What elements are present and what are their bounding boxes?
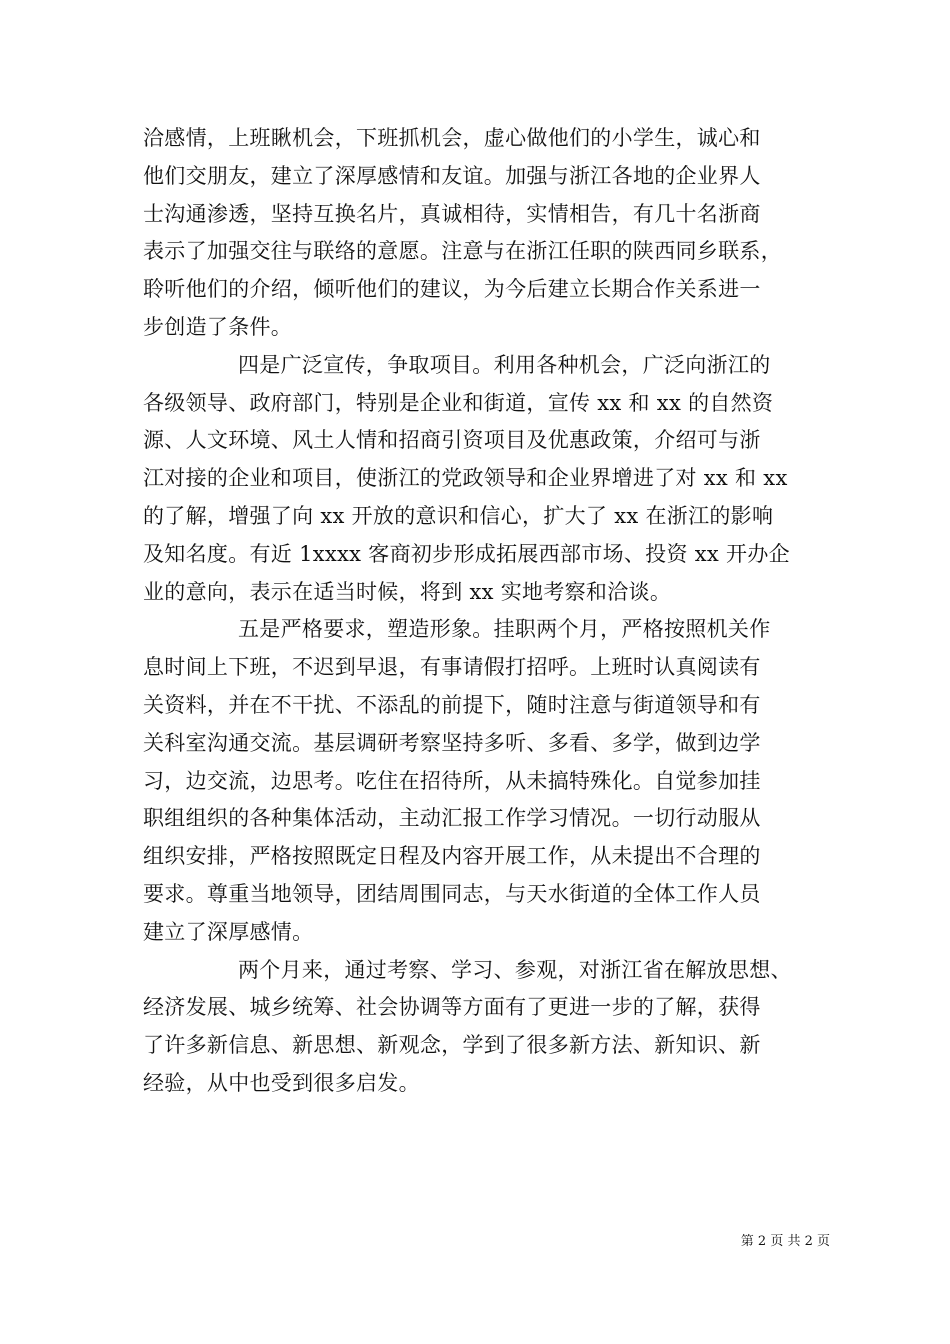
text-line: 习，边交流，边思考。吃住在招待所，从未搞特殊化。自觉参加挂 <box>143 768 761 793</box>
text-line: 两个月来，通过考察、学习、参观，对浙江省在解放思想、 <box>238 957 792 982</box>
paragraph-summary <box>143 952 833 1103</box>
text-line: 了许多新信息、新思想、新观念，学到了很多新方法、新知识、新 <box>143 1033 761 1058</box>
text-line: 经验，从中也受到很多启发。 <box>143 1070 420 1095</box>
text-line: 他们交朋友，建立了深厚感情和友谊。加强与浙江各地的企业界人 <box>143 163 761 188</box>
text-line: 四是广泛宣传，争取项目。利用各种机会，广泛向浙江的 <box>238 352 771 377</box>
text-line: 建立了深厚感情。 <box>143 919 314 944</box>
text-line: 五是严格要求，塑造形象。挂职两个月，严格按照机关作 <box>238 617 771 642</box>
text-line: 经济发展、城乡统筹、社会协调等方面有了更进一步的了解，获得 <box>143 995 761 1020</box>
text-line: 表示了加强交往与联络的意愿。注意与在浙江任职的陕西同乡联系， <box>143 239 782 264</box>
text-line: 职组组织的各种集体活动，主动汇报工作学习情况。一切行动服从 <box>143 806 761 831</box>
document-body <box>143 120 833 1103</box>
text-line: 关科室沟通交流。基层调研考察坚持多听、多看、多学，做到边学 <box>143 730 761 755</box>
paragraph-continuation <box>143 120 833 347</box>
text-line: 洽感情，上班瞅机会，下班抓机会，虚心做他们的小学生，诚心和 <box>143 126 761 150</box>
text-line: 聆听他们的介绍，倾听他们的建议，为今后建立长期合作关系进一 <box>143 277 761 302</box>
text-line: 江对接的企业和项目，使浙江的党政领导和企业界增进了对 xx 和 xx <box>143 466 788 491</box>
text-line: 关资料，并在不干扰、不添乱的前提下，随时注意与街道领导和有 <box>143 692 761 717</box>
text-line: 的了解，增强了向 xx 开放的意识和信心，扩大了 xx 在浙江的影响 <box>143 503 774 528</box>
text-line: 步创造了条件。 <box>143 314 293 339</box>
text-line: 业的意向，表示在适当时候，将到 xx 实地考察和洽谈。 <box>143 579 672 604</box>
paragraph-publicity <box>143 347 833 612</box>
text-line: 各级领导、政府部门，特别是企业和街道，宣传 xx 和 xx 的自然资 <box>143 390 774 415</box>
text-line: 息时间上下班，不迟到早退，有事请假打招呼。上班时认真阅读有 <box>143 655 761 680</box>
text-line: 士沟通渗透，坚持互换名片，真诚相待，实情相告，有几十名浙商 <box>143 201 761 226</box>
text-line: 要求。尊重当地领导，团结周围同志，与天水街道的全体工作人员 <box>143 881 761 906</box>
text-line: 及知名度。有近 1xxxx 客商初步形成拓展西部市场、投资 xx 开办企 <box>143 541 790 566</box>
text-line: 组织安排，严格按照既定日程及内容开展工作，从未提出不合理的 <box>143 844 761 869</box>
text-line: 源、人文环境、风土人情和招商引资项目及优惠政策，介绍可与浙 <box>143 428 761 453</box>
paragraph-requirements <box>143 611 833 951</box>
page-number-footer: 第 2 页 共 2 页 <box>740 1234 830 1249</box>
